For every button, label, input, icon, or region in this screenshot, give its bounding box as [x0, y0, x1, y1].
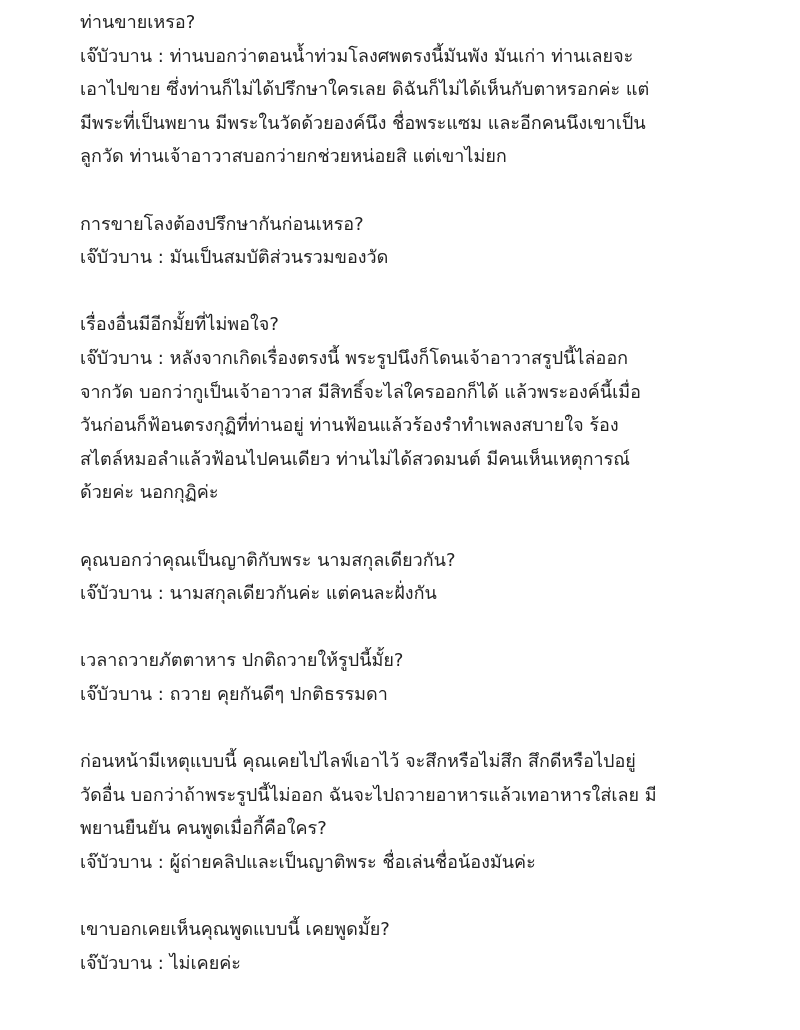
answer-line: เจ๊บัวบาน : ถวาย คุยกันดีๆ ปกติธรรมดา — [80, 683, 388, 705]
qa-block — [80, 745, 780, 879]
answer-line: เอาไปขาย ซึ่งท่านก็ไม่ได้ปรึกษาใครเลย ดิฉันก็ไม่ได้เห็นกับตาหรอกค่ะ แต่ — [80, 79, 650, 101]
qa-block — [80, 6, 780, 174]
qa-block — [80, 208, 780, 275]
qa-block — [80, 544, 780, 611]
answer-line: เจ๊บัวบาน : ผู้ถ่ายคลิปและเป็นญาติพระ ชื่อเล่นชื่อน้องมันค่ะ — [80, 851, 536, 873]
answer-line: จากวัด บอกว่ากูเป็นเจ้าอาวาส มีสิทธิ์จะไล่ใครออกก็ได้ แล้วพระองค์นี้เมื่อ — [80, 381, 641, 403]
qa-block — [80, 644, 780, 711]
question-line: การขายโลงต้องปรึกษากันก่อนเหรอ? — [80, 213, 364, 235]
answer-line: เจ๊บัวบาน : นามสกุลเดียวกันค่ะ แต่คนละฝั่งกัน — [80, 583, 437, 605]
answer-line: สไตล์หมอลำแล้วฟ้อนไปคนเดียว ท่านไม่ได้สวดมนต์ มีคนเห็นเหตุการณ์ — [80, 448, 630, 470]
question-line: เรื่องอื่นมีอีกมั้ยที่ไม่พอใจ? — [80, 314, 279, 336]
answer-line: เจ๊บัวบาน : ท่านบอกว่าตอนน้ำท่วมโลงศพตรงนี้มันพัง มันเก่า ท่านเลยจะ — [80, 45, 634, 67]
answer-line: วันก่อนก็ฟ้อนตรงกุฏิที่ท่านอยู่ ท่านฟ้อนแล้วร้องรำทำเพลงสบายใจ ร้อง — [80, 415, 619, 437]
question-line: เวลาถวายภัตตาหาร ปกติถวายให้รูปนี้มั้ย? — [80, 650, 404, 672]
question-line: ท่านขายเหรอ? — [80, 12, 196, 33]
qa-block — [80, 913, 780, 980]
question-line: วัดอื่น บอกว่าถ้าพระรูปนี้ไม่ออก ฉันจะไปถวายอาหารแล้วเทอาหารใส่เลย มี — [80, 784, 657, 806]
question-line: เขาบอกเคยเห็นคุณพูดแบบนี้ เคยพูดมั้ย? — [80, 919, 390, 941]
question-line: คุณบอกว่าคุณเป็นญาติกับพระ นามสกุลเดียวกัน? — [80, 549, 456, 571]
answer-line: เจ๊บัวบาน : หลังจากเกิดเรื่องตรงนี้ พระรูปนึงก็โดนเจ้าอาวาสรูปนี้ไล่ออก — [80, 347, 629, 369]
answer-line: เจ๊บัวบาน : ไม่เคยค่ะ — [80, 952, 241, 974]
question-line: พยานยืนยัน คนพูดเมื่อกี้คือใคร? — [80, 818, 327, 840]
answer-line: มีพระที่เป็นพยาน มีพระในวัดด้วยองค์นึง ชื่อพระแซม และอีกคนนึงเขาเป็น — [80, 112, 646, 134]
interview-article — [80, 6, 780, 1014]
answer-line: ลูกวัด ท่านเจ้าอาวาสบอกว่ายกช่วยหน่อยสิ แต่เขาไม่ยก — [80, 146, 507, 168]
answer-line: ด้วยค่ะ นอกกุฏิค่ะ — [80, 482, 219, 504]
question-line: ก่อนหน้ามีเหตุแบบนี้ คุณเคยไปไลฟ์เอาไว้ จะสึกหรือไม่สึก สึกดีหรือไปอยู่ — [80, 751, 636, 773]
answer-line: เจ๊บัวบาน : มันเป็นสมบัติส่วนรวมของวัด — [80, 247, 389, 269]
qa-block — [80, 308, 780, 510]
